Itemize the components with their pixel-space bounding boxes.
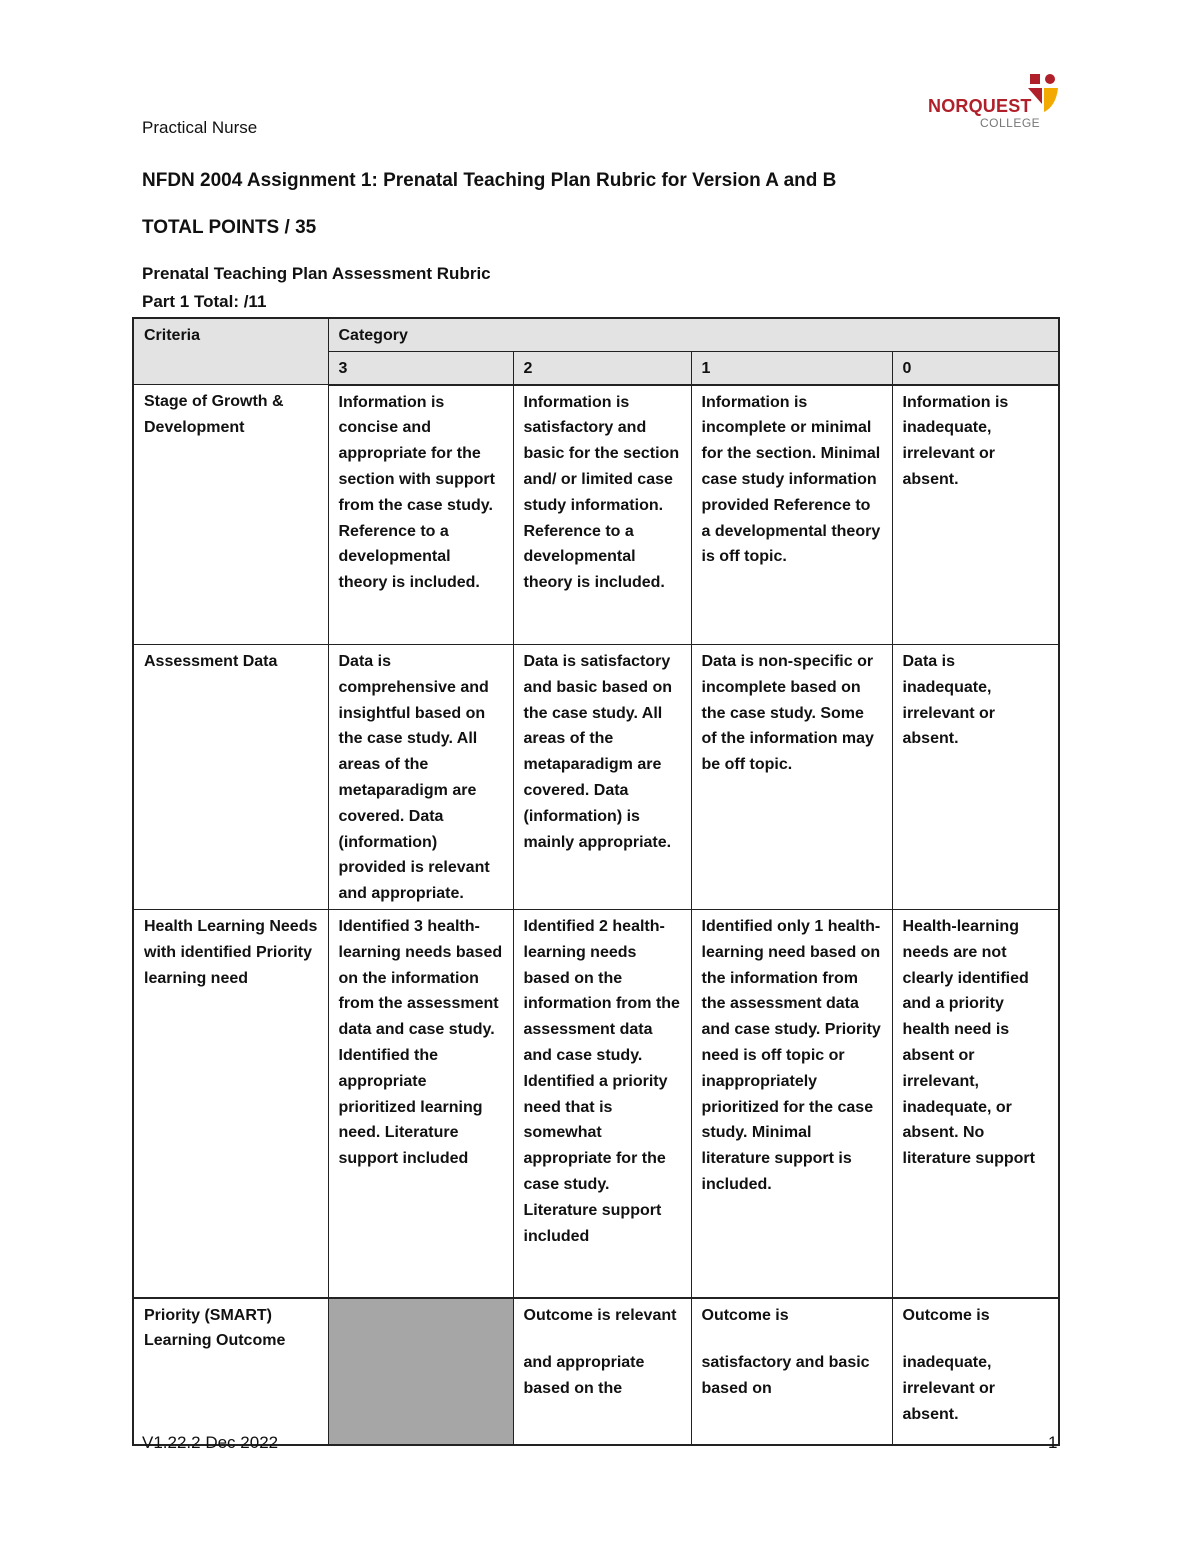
rubric-cell: Identified only 1 health-learning need based on the information from the assessment data and case study. Priority need is off topic or inappropriately prioritized for the case study. Minimal literature support is included.: [691, 910, 892, 1298]
footer-version: V1.22.2 Dec 2022: [142, 1433, 279, 1452]
table-row: [133, 385, 1059, 645]
criteria-cell: Stage of Growth & Development: [133, 385, 328, 645]
rubric-cell-line: Outcome is relevant: [523, 1306, 677, 1324]
rubric-cell: Identified 2 health-learning needs based on the information from the assessment data and case study. Identified a priority need that is somewhat appropriate for the case study. Literature support included: [513, 910, 691, 1298]
logo-subtitle: COLLEGE: [980, 116, 1041, 130]
shaded-empty-cell: [328, 1298, 513, 1445]
rubric-cell: Identified 3 health-learning needs based on the information from the assessment data and case study. Identified the appropriate prioritized learning need. Literature support included: [328, 910, 513, 1298]
rubric-cell-line: satisfactory and basic based on: [701, 1354, 870, 1398]
criteria-cell: Assessment Data: [133, 645, 328, 910]
rubric-cell-line: and appropriate based on the: [523, 1354, 645, 1398]
rubric-table: [132, 317, 1060, 1446]
header-program-name: Practical Nurse: [142, 118, 258, 137]
rubric-cell: Data is comprehensive and insightful based on the case study. All areas of the metaparadigm are covered. Data (information) provided is relevant and appropriate.: [328, 645, 513, 910]
rubric-cell: Information is incomplete or minimal for the section. Minimal case study information provided Reference to a developmental theory is off topic.: [691, 385, 892, 645]
logo-wordmark: NORQUEST: [928, 96, 1032, 116]
score-header: 1: [691, 351, 892, 384]
rubric-cell-line: inadequate, irrelevant or absent.: [902, 1354, 995, 1423]
table-row: [133, 645, 1059, 910]
rubric-cell: Data is satisfactory and basic based on the case study. All areas of the metaparadigm are covered. Data (information) is mainly appropriate.: [513, 645, 691, 910]
rubric-cell: [691, 1298, 892, 1445]
part-total: Part 1 Total: /11: [142, 292, 267, 311]
rubric-cell: Information is satisfactory and basic for the section and/ or limited case study information. Reference to a developmental theory is included.: [513, 385, 691, 645]
rubric-cell: Data is inadequate, irrelevant or absent.: [892, 645, 1059, 910]
criteria-header: Criteria: [133, 318, 328, 385]
score-header: 2: [513, 351, 691, 384]
rubric-cell-line: Outcome is: [902, 1306, 990, 1324]
page-number: 1: [1048, 1433, 1058, 1452]
college-logo: [928, 72, 1063, 134]
rubric-cell: Information is concise and appropriate for the section with support from the case study. Reference to a developmental theory is included.: [328, 385, 513, 645]
rubric-title: Prenatal Teaching Plan Assessment Rubric: [142, 264, 491, 283]
rubric-cell-line: Outcome is: [701, 1306, 789, 1324]
logo-mark-icon: [1022, 72, 1062, 116]
table-row: [133, 910, 1059, 1298]
score-header: 0: [892, 351, 1059, 384]
criteria-cell: Priority (SMART) Learning Outcome: [133, 1298, 328, 1445]
rubric-cell: Data is non-specific or incomplete based on the case study. Some of the information may be off topic.: [691, 645, 892, 910]
score-header: 3: [328, 351, 513, 384]
table-row: [133, 1298, 1059, 1445]
criteria-cell: Health Learning Needs with identified Priority learning need: [133, 910, 328, 1298]
table-header-row: [133, 318, 1059, 351]
rubric-cell: [513, 1298, 691, 1445]
rubric-cell: Information is inadequate, irrelevant or absent.: [892, 385, 1059, 645]
document-title: NFDN 2004 Assignment 1: Prenatal Teaching Plan Rubric for Version A and B: [142, 170, 837, 191]
total-points: TOTAL POINTS / 35: [142, 217, 317, 238]
rubric-cell: Health-learning needs are not clearly identified and a priority health need is absent or irrelevant, inadequate, or absent. No literature support: [892, 910, 1059, 1298]
rubric-cell: [892, 1298, 1059, 1445]
category-header: Category: [328, 318, 1059, 351]
